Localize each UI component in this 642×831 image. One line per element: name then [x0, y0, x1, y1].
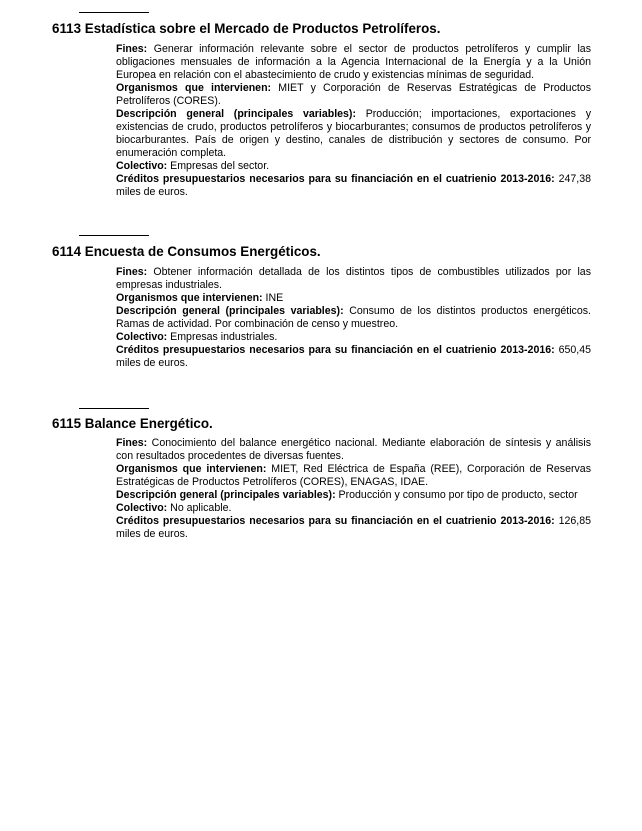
fines-paragraph	[116, 266, 591, 292]
colectivo-label: Colectivo:	[116, 160, 168, 172]
colectivo-paragraph	[116, 502, 591, 515]
creditos-paragraph	[116, 344, 591, 370]
fines-paragraph	[116, 43, 591, 82]
section-body	[116, 43, 591, 199]
section-separator	[79, 408, 149, 409]
descripcion-paragraph	[116, 108, 591, 160]
descripcion-label: Descripción general (principales variables):	[116, 305, 344, 317]
organismos-label: Organismos que intervienen:	[116, 463, 267, 475]
fines-label: Fines:	[116, 43, 148, 55]
colectivo-text: No aplicable.	[167, 502, 232, 514]
fines-text: Obtener información detallada de los distintos tipos de combustibles utilizados por las empresas industriales.	[116, 266, 591, 291]
section-heading: 6113 Estadística sobre el Mercado de Productos Petrolíferos.	[52, 21, 441, 36]
descripcion-label: Descripción general (principales variables):	[116, 489, 336, 501]
section-heading: 6114 Encuesta de Consumos Energéticos.	[52, 244, 321, 259]
fines-label: Fines:	[116, 266, 148, 278]
descripcion-text: Producción; importaciones, exportaciones y existencias de crudo, productos petrolíferos y biocarburantes; consumos de productos petrolíferos y biocarburantes. País de origen y destino, canales de distribución y sectores de consumo. Por enumeración completa.	[116, 108, 591, 159]
colectivo-text: Empresas industriales.	[167, 331, 278, 343]
colectivo-label: Colectivo:	[116, 502, 168, 514]
fines-text: Conocimiento del balance energético nacional. Mediante elaboración de síntesis y análisis con resultados procedentes de diversas fuentes.	[116, 437, 591, 462]
organismos-text: INE	[262, 292, 284, 304]
organismos-label: Organismos que intervienen:	[116, 292, 263, 304]
section-separator	[79, 235, 149, 236]
section-body	[116, 266, 591, 370]
organismos-label: Organismos que intervienen:	[116, 82, 272, 94]
creditos-text: 650,45 miles de euros.	[116, 344, 591, 369]
fines-label: Fines:	[116, 437, 148, 449]
descripcion-text: Producción y consumo por tipo de producto, sector	[335, 489, 578, 501]
creditos-text: 247,38 miles de euros.	[116, 173, 591, 198]
descripcion-paragraph	[116, 489, 591, 502]
colectivo-paragraph	[116, 160, 591, 173]
descripcion-label: Descripción general (principales variables):	[116, 108, 356, 120]
section-heading: 6115 Balance Energético.	[52, 416, 213, 431]
creditos-paragraph	[116, 515, 591, 541]
descripcion-paragraph	[116, 305, 591, 331]
creditos-paragraph	[116, 173, 591, 199]
colectivo-paragraph	[116, 331, 591, 344]
organismos-text: MIET, Red Eléctrica de España (REE), Corporación de Reservas Estratégicas de Productos Petrolíferos (CORES), ENAGAS, IDAE.	[116, 463, 591, 488]
creditos-label: Créditos presupuestarios necesarios para su financiación en el cuatrienio 2013-2016:	[116, 173, 555, 185]
fines-text: Generar información relevante sobre el sector de productos petrolíferos y cumplir las obligaciones mensuales de información a la Agencia Internacional de la Energía y a la Unión Europea en relación con el abastecimiento de crudo y existencias mínimas de seguridad.	[116, 43, 591, 81]
creditos-text: 126,85 miles de euros.	[116, 515, 591, 540]
organismos-paragraph	[116, 292, 591, 305]
fines-paragraph	[116, 437, 591, 463]
creditos-label: Créditos presupuestarios necesarios para su financiación en el cuatrienio 2013-2016:	[116, 344, 555, 356]
organismos-text: MIET y Corporación de Reservas Estratégicas de Productos Petrolíferos (CORES).	[116, 82, 591, 107]
section-separator	[79, 12, 149, 13]
colectivo-label: Colectivo:	[116, 331, 168, 343]
organismos-paragraph	[116, 463, 591, 489]
creditos-label: Créditos presupuestarios necesarios para su financiación en el cuatrienio 2013-2016:	[116, 515, 555, 527]
colectivo-text: Empresas del sector.	[167, 160, 270, 172]
descripcion-text: Consumo de los distintos productos energéticos. Ramas de actividad. Por combinación de censo y muestreo.	[116, 305, 591, 330]
organismos-paragraph	[116, 82, 591, 108]
section-body	[116, 437, 591, 541]
